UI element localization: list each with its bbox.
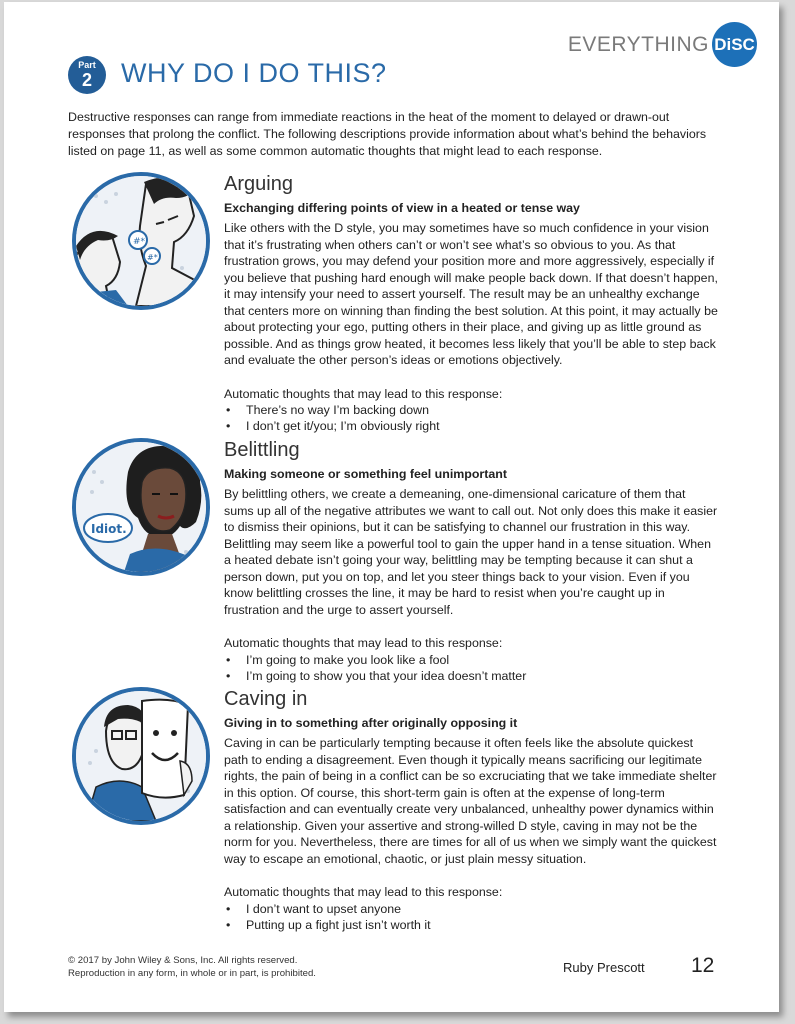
- section-body: Caving in can be particularly tempting because it often feels like the absolute quickest path to ending a disagreement. Even though it typically means sacrificing our legitimate rights, the pain of being in a conflict can be so excruciating that we take immediate shelter in this option. Of course, this short-term gain is often at the expense of long-term satisfaction and can eventually create very unbalanced, unhealthy power dynamics within a relationship. Given your assertive and strong-willed D style, caving in may not be the norm for you. Nevertheless, there are times for all of us when we simply want the quickest way to escape an emotional, chaotic, or just plain messy situation.: [224, 736, 717, 866]
- caving-in-illustration: [72, 687, 210, 825]
- list-item: • Putting up a fight just isn’t worth it: [224, 917, 718, 933]
- section-body: Like others with the D style, you may sometimes have so much confidence in your vision that it’s frustrating when others can’t or won’t see what’s so obvious to you. As that frustration grows, you may defend your position more and more aggressively, especially if you believe that pushing hard enough will make people back down. If that doesn’t happen, it may intensify your need to assert yourself. The result may be an unhealthy exchange that centers more on winning than finding the best solution. At this point, it may actually be about protecting your ego, putting others in their place, and giving up as little ground as possible. And as things grow heated, it becomes less likely that you’ll be able to step back and evaluate the other person’s ideas or emotions objectively.: [224, 221, 718, 367]
- section-heading: Arguing: [224, 173, 293, 195]
- reproduction-line: Reproduction in any form, in whole or in part, is prohibited.: [68, 968, 316, 979]
- logo-text: EVERYTHING: [567, 32, 709, 56]
- automatic-thoughts-label: Automatic thoughts that may lead to this response:: [224, 386, 503, 401]
- belittling-image: [76, 442, 206, 572]
- section-subheading: Exchanging differing points of view in a heated or tense way: [224, 201, 580, 215]
- caving-in-image: [76, 691, 206, 821]
- copyright-line: © 2017 by John Wiley & Sons, Inc. All rights reserved.: [68, 955, 298, 966]
- list-item: • There’s no way I’m backing down: [224, 402, 718, 418]
- logo-disc-badge: DiSC: [712, 22, 757, 67]
- list-item: • I don’t want to upset anyone: [224, 901, 718, 917]
- section-subheading: Making someone or something feel unimportant: [224, 467, 507, 481]
- section-heading: Belittling: [224, 439, 300, 461]
- section-body: By belittling others, we create a demeaning, one-dimensional caricature of them that sums up all of the negative attributes we want to call out. Not only does this make it easier to dismiss their opinions, but it can be satisfying to channel our frustration in this way. Belittling may seem like a powerful tool to gain the upper hand in a tense situation. When a heated debate isn’t going your way, belittling may be tempting because it can shut a person down, put you on top, and let you steer things back to your vision. Even if you know belittling crosses the line, it may be hard to resist when you’re caught up in frustration and the urge to assert yourself.: [224, 487, 718, 617]
- list-item: • I’m going to make you look like a fool: [224, 652, 718, 668]
- bubble-text: Idiot.: [91, 522, 127, 536]
- svg-text:#*: #*: [133, 237, 146, 247]
- page-number: 12: [691, 954, 715, 977]
- section-heading: Caving in: [224, 688, 308, 710]
- arguing-illustration: [72, 172, 210, 310]
- svg-text:#*: #*: [147, 253, 158, 262]
- document-page: [4, 2, 779, 1012]
- footer-name: Ruby Prescott: [563, 960, 645, 975]
- list-item: • I don’t get it/you; I’m obviously right: [224, 418, 718, 434]
- automatic-thoughts-label: Automatic thoughts that may lead to this response:: [224, 885, 503, 899]
- page-title: WHY DO I DO THIS?: [121, 58, 387, 88]
- intro-paragraph: Destructive responses can range from immediate reactions in the heat of the moment to delayed or drawn-out responses that prolong the conflict. The following descriptions provide information about what’s behind the behaviors listed on page 11, as well as some common automatic thoughts that might lead to each response.: [68, 110, 707, 158]
- arguing-image: [76, 176, 206, 306]
- part-label: Part: [78, 60, 96, 70]
- everything-disc-logo: [568, 22, 757, 67]
- automatic-thoughts-label: Automatic thoughts that may lead to this response:: [224, 636, 503, 650]
- part-number: 2: [81, 70, 92, 90]
- thoughts-list: [224, 402, 718, 434]
- footer-copyright: [68, 954, 316, 980]
- belittling-illustration: [72, 438, 210, 576]
- part-badge: [68, 56, 106, 94]
- section-subheading: Giving in to something after originally opposing it: [224, 716, 518, 730]
- thoughts-list: [224, 652, 718, 684]
- thoughts-list: [224, 901, 718, 933]
- list-item: • I’m going to show you that your idea doesn’t matter: [224, 668, 718, 684]
